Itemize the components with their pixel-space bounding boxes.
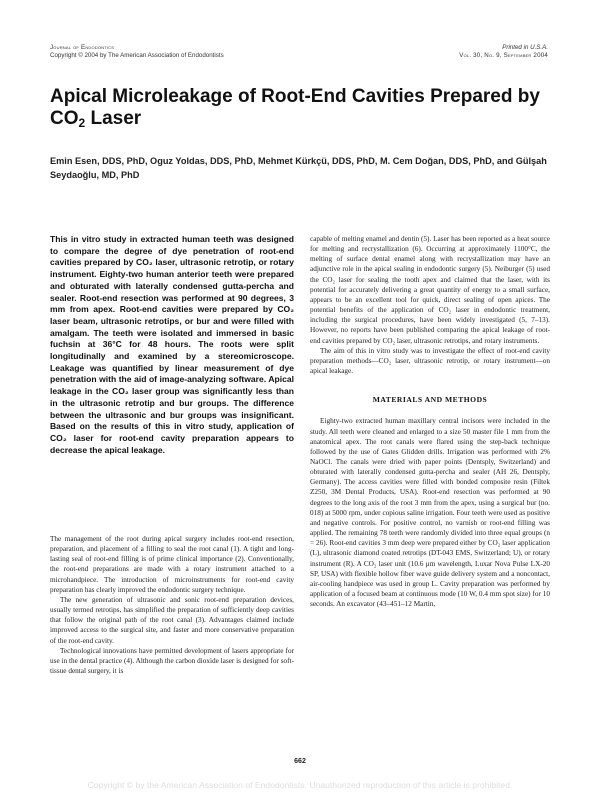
section-heading-methods: MATERIALS AND METHODS	[372, 395, 488, 405]
intro-paragraph-3: Technological innovations have permitted development of lasers appropriate for use in the dental practice (4). Although the carbon dioxide laser is designed for soft-tissue dental surgery, it is	[50, 646, 294, 676]
title-end: Laser	[85, 108, 142, 129]
volume-issue-line: Vol. 30, No. 9, September 2004	[459, 52, 548, 59]
right-paragraph-2: The aim of this in vitro study was to investigate the effect of root-end cavity preparation methods—CO₂ laser, ultrasonic retrotip, or rotary instrument—on apical leakage.	[310, 346, 550, 376]
printed-in-line: Printed in U.S.A.	[502, 44, 548, 51]
title-main: Apical Microleakage of Root-End Cavities Prepared by CO	[50, 86, 540, 129]
author-list: Emin Esen, DDS, PhD, Oguz Yoldas, DDS, PhD, Mehmet Kürkçü, DDS, PhD, M. Cem Doğan, DDS, PhD, and Gülşah Seydaoğlu, MD, PhD	[50, 156, 547, 180]
page-number: 662	[294, 758, 306, 765]
right-paragraph-1: capable of melting enamel and dentin (5). Laser has been reported as a heat source for melting and recrystallization (6). Occurring at approximately 1100°C, the melting of surface dental enamel along with recrystallization may have an adjunctive role in the apical sealing in endodontic surgery (5). Neiburger (5) used the CO₂ laser for sealing the tooth apex and claimed that the laser, with its potential for accurately delivering a great quantity of energy to a small surface, appears to be an excellent tool for quick, direct sealing of open apices. The potential benefits of the application of CO₂ laser in endodontic treatment, including the surgical procedures, have been widely investigated (5, 7–13). However, no reports have been published comparing the apical leakage of root-end cavities prepared by CO₂ laser, ultrasonic retrotips, and rotary instruments.	[310, 235, 550, 345]
title-subscript: 2	[78, 116, 86, 130]
running-header-left	[50, 44, 224, 60]
journal-name: Journal of Endodontics	[50, 44, 115, 51]
methods-paragraph: Eighty-two extracted human maxillary central incisors were included in the study. All teeth were cleaned and enlarged to a size 50 master file 1 mm from the anatomical apex. The root canals were flared using the step-back technique followed by the use of Gates Glidden drills. Irrigation was performed with 2% NaOCl. The canals were dried with paper points (Dentsply, Switzerland) and obturated with laterally condensed gutta-percha and sealer (AH 26, Dentsply, Germany). The access cavities were filled with bonded composite resin (Filtek Z250, 3M Dental Products, USA). Root-end resection was performed at 90 degrees to the long axis of the root 3 mm from the apex, using a surgical bur (no. 018) at 5000 rpm, under copious saline irrigation. Four teeth were used as positive and negative controls. For positive control, no varnish or root-end filling was applied. The remaining 78 teeth were randomly divided into three equal groups (n = 26). Root-end cavities 3 mm deep were prepared either by CO₂ laser application (L), ultrasonic diamond coated retrotips (DT-043 EMS, Switzerland; U), or rotary instrument (R). A CO₂ laser unit (10.6 μm wavelength, Luxar Nova Pulse LX-20 SP, USA) with flexible hollow fiber wave guide delivery system and a noncontact, air-cooling handpiece was used in group L. Cavity preparation was performed by application of a focused beam at continuous mode (10 W, 0.4 mm spot size) for 10 seconds. An excavator (43–451–12 Martin,	[310, 417, 550, 609]
intro-paragraph-2: The new generation of ultrasonic and sonic root-end preparation devices, usually termed retrotips, has simplified the preparation of sufficiently deep cavities that follow the original path of the root canal (3). Advantages claimed include improved access to the surgical site, and faster and more conservative preparation of the root-end cavity.	[50, 595, 294, 645]
article-title	[50, 86, 550, 130]
abstract: This in vitro study in extracted human teeth was designed to compare the degree of dye penetration of root-end cavities prepared by CO₂ laser, ultrasonic retrotip, or rotary instrument. Eighty-two human anterior teeth were prepared and obturated with laterally condensed gutta-percha and sealer. Root-end resection was performed at 90 degrees, 3 mm from apex. Root-end cavities were prepared by CO₂ laser beam, ultrasonic retrotips, or bur and were filled with amalgam. The teeth were isolated and immersed in basic fuchsin at 36°C for 48 hours. The roots were split longitudinally and examined by a stereomicroscope. Leakage was quantified by linear measurement of dye penetration with the aid of image-analyzing software. Apical leakage in the CO₂ laser group was significantly less than in the ultrasonic retrotip and bur groups. The difference between the ultrasonic and bur groups was insignificant. Based on the results of this in vitro study, application of CO₂ laser for root-end cavity preparation appears to decrease the apical leakage.	[50, 234, 294, 455]
introduction	[50, 534, 294, 676]
copyright-line: Copyright © 2004 by The American Association of Endodontists	[50, 52, 224, 59]
intro-paragraph-1: The management of the root during apical surgery includes root-end resection, preparation, and placement of a filling to seal the root canal (1). A tight and long-lasting seal of root-end filling is of prime clinical importance (2). Conventionally, the root-end preparations are made with a rotary instrument attached to a microhandpiece. The introduction of microinstruments for root-end cavity preparation has clearly improved the endodontic surgery technique.	[50, 535, 294, 594]
copyright-watermark: Copyright © by the American Association of Endodontists. Unauthorized reproduction of this article is prohibited.	[87, 780, 513, 790]
running-header-right	[459, 44, 548, 60]
right-column	[310, 234, 550, 609]
